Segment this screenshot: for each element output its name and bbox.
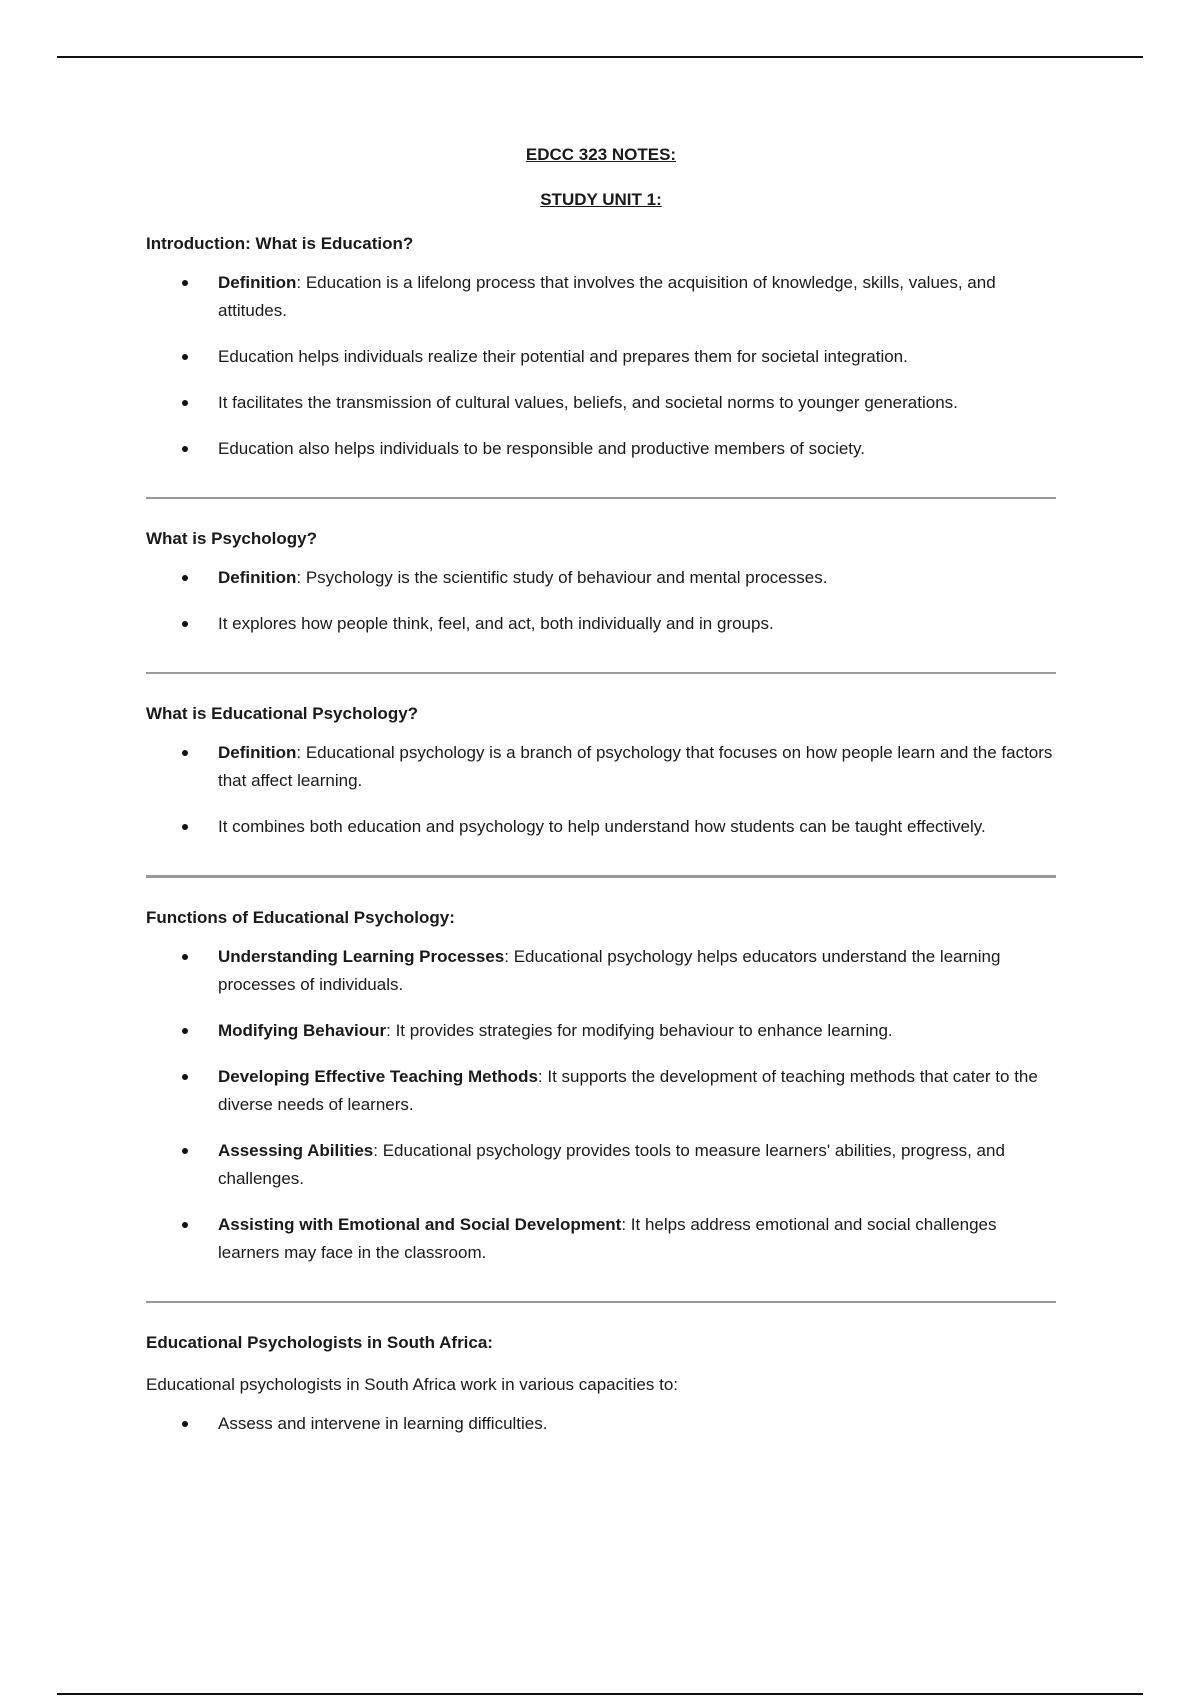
- list-item: [146, 813, 1058, 841]
- list-item: [146, 1211, 1058, 1267]
- document-body: [146, 145, 1056, 1438]
- section-divider: [146, 497, 1056, 499]
- section-divider: [146, 1301, 1056, 1303]
- document-title: EDCC 323 NOTES:: [525, 145, 677, 164]
- list-item: [146, 1410, 1058, 1438]
- bullet-text: : It supports the development of teaching methods that cater to the diverse needs of learners.: [218, 1067, 1038, 1114]
- section-psychology: [146, 529, 1056, 638]
- list-item: [146, 564, 1058, 592]
- section-heading: Introduction: What is Education?: [146, 234, 414, 253]
- bullet-term: Modifying Behaviour: [218, 1021, 387, 1040]
- bullet-icon: [182, 575, 188, 581]
- bullet-list: [146, 564, 1056, 638]
- list-item: [146, 389, 1058, 417]
- bullet-text: Assess and intervene in learning difficulties.: [218, 1414, 548, 1433]
- bullet-icon: [182, 446, 188, 452]
- bullet-text: It facilitates the transmission of cultural values, beliefs, and societal norms to younger generations.: [218, 393, 958, 412]
- list-item: [146, 1017, 1058, 1045]
- bullet-term: Definition: [218, 568, 297, 587]
- bullet-text: : Educational psychology is a branch of psychology that focuses on how people learn and the factors that affect learning.: [218, 743, 1053, 790]
- bullet-text: It explores how people think, feel, and act, both individually and in groups.: [218, 614, 774, 633]
- list-item: [146, 739, 1058, 795]
- list-item: [146, 1137, 1058, 1193]
- bullet-icon: [182, 354, 188, 360]
- bullet-icon: [182, 1074, 188, 1080]
- section-education: [146, 234, 1056, 463]
- bullet-text: Education helps individuals realize their potential and prepares them for societal integration.: [218, 347, 908, 366]
- bullet-list: [146, 739, 1056, 841]
- page-top-rule: [57, 56, 1143, 58]
- section-south-africa: [146, 1333, 1056, 1438]
- bullet-icon: [182, 1148, 188, 1154]
- section-heading: What is Educational Psychology?: [146, 704, 419, 723]
- list-item: [146, 269, 1058, 325]
- bullet-text: It combines both education and psychology to help understand how students can be taught effectively.: [218, 817, 986, 836]
- bullet-term: Understanding Learning Processes: [218, 947, 505, 966]
- bullet-icon: [182, 621, 188, 627]
- section-heading: What is Psychology?: [146, 529, 317, 548]
- list-item: [146, 343, 1058, 371]
- section-heading: Functions of Educational Psychology:: [146, 908, 455, 927]
- section-divider: [146, 672, 1056, 674]
- section-educational-psychology: [146, 704, 1056, 841]
- list-item: [146, 435, 1058, 463]
- bullet-term: Definition: [218, 743, 297, 762]
- bullet-text: : Education is a lifelong process that involves the acquisition of knowledge, skills, values, and attitudes.: [218, 273, 996, 320]
- bullet-list: [146, 269, 1056, 463]
- bullet-icon: [182, 954, 188, 960]
- bullet-text: : Psychology is the scientific study of behaviour and mental processes.: [296, 568, 828, 587]
- list-item: [146, 610, 1058, 638]
- section-divider: [146, 875, 1056, 878]
- section-functions: [146, 908, 1056, 1267]
- bullet-term: Assisting with Emotional and Social Development: [218, 1215, 622, 1234]
- bullet-icon: [182, 1222, 188, 1228]
- bullet-icon: [182, 750, 188, 756]
- bullet-icon: [182, 280, 188, 286]
- study-unit-title: STUDY UNIT 1:: [540, 190, 662, 209]
- list-item: [146, 1063, 1058, 1119]
- section-intro-paragraph: Educational psychologists in South Africa work in various capacities to:: [146, 1375, 678, 1394]
- page-bottom-rule: [57, 1693, 1143, 1695]
- bullet-icon: [182, 1421, 188, 1427]
- bullet-text: : Educational psychology provides tools to measure learners' abilities, progress, and challenges.: [218, 1141, 1005, 1188]
- bullet-icon: [182, 400, 188, 406]
- section-heading: Educational Psychologists in South Africa:: [146, 1333, 493, 1352]
- bullet-term: Developing Effective Teaching Methods: [218, 1067, 538, 1086]
- bullet-icon: [182, 1028, 188, 1034]
- bullet-text: : Educational psychology helps educators understand the learning processes of individuals.: [218, 947, 1001, 994]
- bullet-text: Education also helps individuals to be responsible and productive members of society.: [218, 439, 865, 458]
- bullet-list: [146, 1410, 1056, 1438]
- bullet-term: Definition: [218, 273, 297, 292]
- bullet-icon: [182, 824, 188, 830]
- bullet-text: : It helps address emotional and social challenges learners may face in the classroom.: [218, 1215, 997, 1262]
- list-item: [146, 943, 1058, 999]
- bullet-term: Assessing Abilities: [218, 1141, 374, 1160]
- bullet-text: : It provides strategies for modifying behaviour to enhance learning.: [386, 1021, 893, 1040]
- bullet-list: [146, 943, 1056, 1267]
